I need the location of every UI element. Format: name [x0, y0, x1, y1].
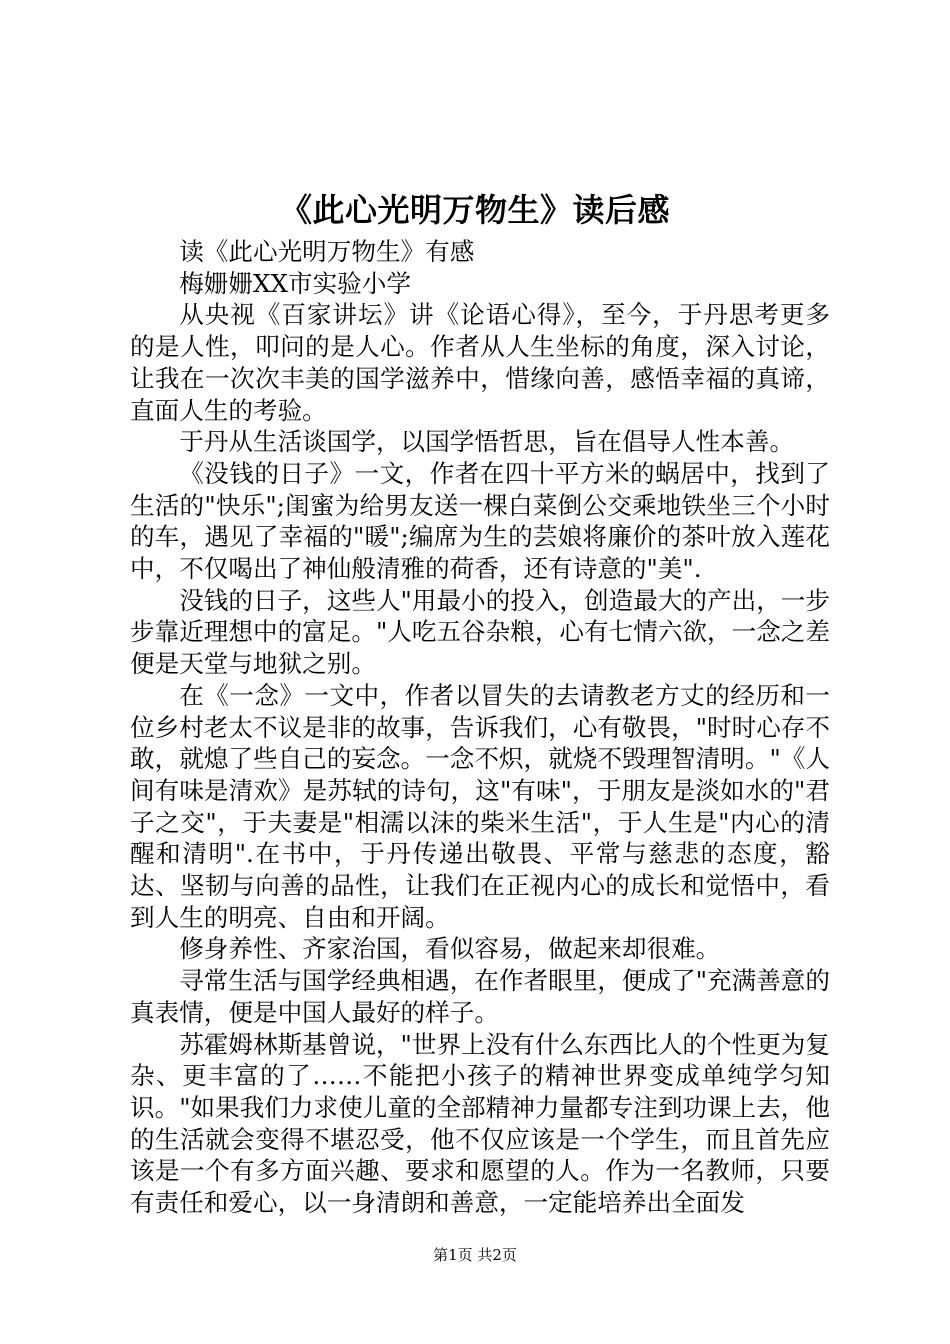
body-paragraph: 《没钱的日子》一文，作者在四十平方米的蜗居中，找到了生活的"快乐";闺蜜为给男友送一棵白菜倒公交乘地铁坐三个小时的车，遇见了幸福的"暖";编席为生的芸娘将廉价的茶叶放入莲花中，不仅喝出了神仙般清雅的荷香，还有诗意的"美".: [130, 458, 830, 584]
subtitle-paragraph: 读《此心光明万物生》有感: [179, 237, 475, 266]
body-paragraph: 在《一念》一文中，作者以冒失的去请教老方丈的经历和一位乡村老太不议是非的故事，告诉我们，心有敬畏，"时时心存不敢，就熄了些自己的妄念。一念不炽，就烧不毁理智清明。"《人间有味是清欢》是苏轼的诗句，这"有味"，于朋友是淡如水的"君子之交"，于夫妻是"相濡以沫的柴米生活"，于人生是"内心的清醒和清明".在书中，于丹传递出敬畏、平常与慈悲的态度，豁达、坚韧与向善的品性，让我们在正视内心的成长和觉悟中，看到人生的明亮、自由和开阔。: [130, 680, 830, 932]
body-paragraph: 寻常生活与国学经典相遇，在作者眼里，便成了"充满善意的真表情，便是中国人最好的样子。: [130, 966, 830, 1027]
body-paragraph: 修身养性、齐家治国，看似容易，做起来却很难。: [179, 934, 721, 964]
body-paragraph: 没钱的日子，这些人"用最小的投入，创造最大的产出，一步步靠近理想中的富足。"人吃五谷杂粮，心有七情六欲，一念之差便是天堂与地狱之别。: [130, 585, 830, 679]
document-title: 《此心光明万物生》读后感: [279, 191, 670, 229]
body-paragraph: 从央视《百家讲坛》讲《论语心得》，至今，于丹思考更多的是人性，叩问的是人心。作者从人生坐标的角度，深入讨论，让我在一次次丰美的国学滋养中，惜缘向善，感悟幸福的真谛，直面人生的考验。: [130, 300, 830, 425]
author-line: 梅姗姗XX市实验小学: [179, 268, 411, 298]
body-paragraph: 苏霍姆林斯基曾说，"世界上没有什么东西比人的个性更为复杂、更丰富的了……不能把小孩子的精神世界变成单纯学匀知识。"如果我们力求使儿童的全部精神力量都专注到功课上去，他的生活就会变得不堪忍受，他不仅应该是一个学生，而且首先应该是一个有多方面兴趣、要求和愿望的人。作为一名教师，只要有责任和爱心，以一身清朗和善意，一定能培养出全面发: [130, 1029, 830, 1218]
document-body: [130, 236, 830, 1219]
page-number-footer: 第1页 共2页: [433, 1246, 517, 1264]
body-paragraph: 于丹从生活谈国学，以国学悟哲思，旨在倡导人性本善。: [179, 427, 795, 457]
